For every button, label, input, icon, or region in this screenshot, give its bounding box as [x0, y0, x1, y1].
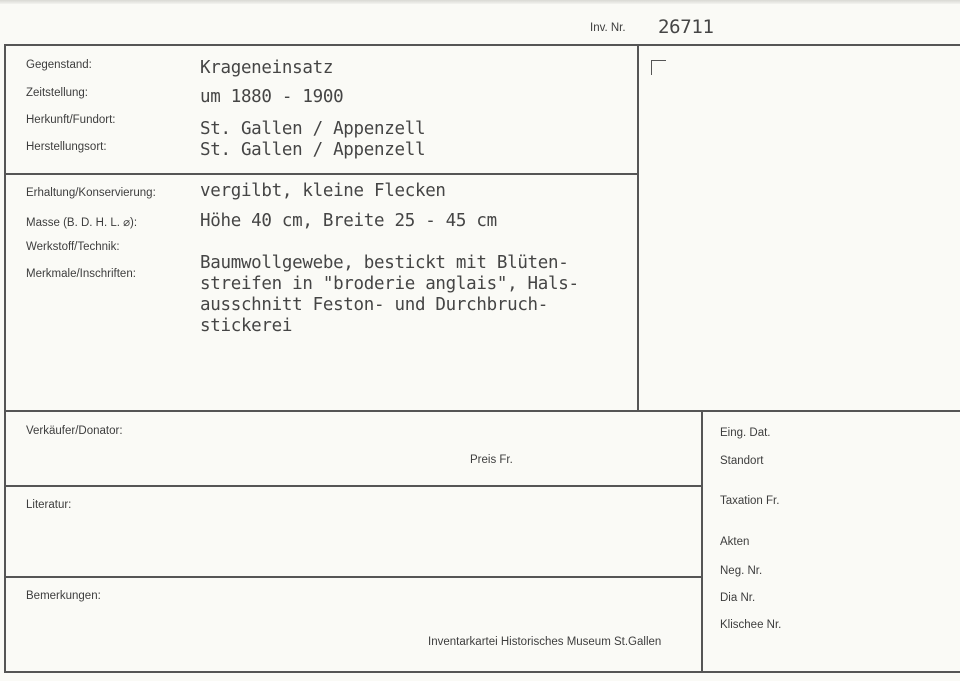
rule-bemerkungen [4, 576, 702, 578]
taxation-label: Taxation Fr. [720, 495, 780, 507]
rule-right-column [701, 410, 703, 673]
description-line: streifen in "broderie anglais", Hals- [200, 274, 579, 294]
inv-nr-value: 26711 [658, 16, 714, 38]
masse-label: Masse (B. D. H. L. ⌀): [26, 217, 138, 229]
herkunft-label: Herkunft/Fundort: [26, 114, 116, 126]
erhaltung-label: Erhaltung/Konservierung: [26, 187, 156, 199]
footer-text: Inventarkartei Historisches Museum St.Gallen [428, 636, 662, 648]
zeitstellung-value: um 1880 - 1900 [200, 87, 344, 107]
inv-nr-label: Inv. Nr. [590, 22, 626, 34]
gegenstand-label: Gegenstand: [26, 59, 92, 71]
herkunft-value: St. Gallen / Appenzell [200, 119, 426, 139]
werkstoff-label: Werkstoff/Technik: [26, 241, 120, 253]
verkaeufer-label: Verkäufer/Donator: [26, 425, 123, 437]
herstellungsort-label: Herstellungsort: [26, 141, 107, 153]
rule-photo-divider [637, 44, 639, 412]
bemerkungen-label: Bemerkungen: [26, 590, 101, 602]
zeitstellung-label: Zeitstellung: [26, 87, 89, 99]
rule-bottom [4, 671, 960, 673]
gegenstand-value: Krageneinsatz [200, 58, 334, 78]
scan-edge [0, 0, 960, 4]
akten-label: Akten [720, 536, 750, 548]
rule-literatur [4, 485, 702, 487]
neg-nr-label: Neg. Nr. [720, 565, 763, 577]
photo-corner-mark [651, 60, 666, 75]
rule-left [4, 44, 6, 673]
description-text [200, 253, 579, 337]
rule-top [4, 44, 960, 46]
rule-section-1 [4, 173, 638, 175]
description-line: Baumwollgewebe, bestickt mit Blüten- [200, 253, 569, 273]
description-line: ausschnitt Feston- und Durchbruch- [200, 295, 549, 315]
rule-section-2 [4, 410, 960, 412]
literatur-label: Literatur: [26, 499, 72, 511]
dia-nr-label: Dia Nr. [720, 592, 756, 604]
preis-label: Preis Fr. [470, 454, 513, 466]
merkmale-label: Merkmale/Inschriften: [26, 268, 136, 280]
herstellungsort-value: St. Gallen / Appenzell [200, 140, 426, 160]
erhaltung-value: vergilbt, kleine Flecken [200, 181, 446, 201]
klischee-nr-label: Klischee Nr. [720, 619, 782, 631]
description-line: stickerei [200, 316, 293, 336]
masse-value: Höhe 40 cm, Breite 25 - 45 cm [200, 211, 497, 231]
eing-dat-label: Eing. Dat. [720, 427, 771, 439]
standort-label: Standort [720, 455, 764, 467]
